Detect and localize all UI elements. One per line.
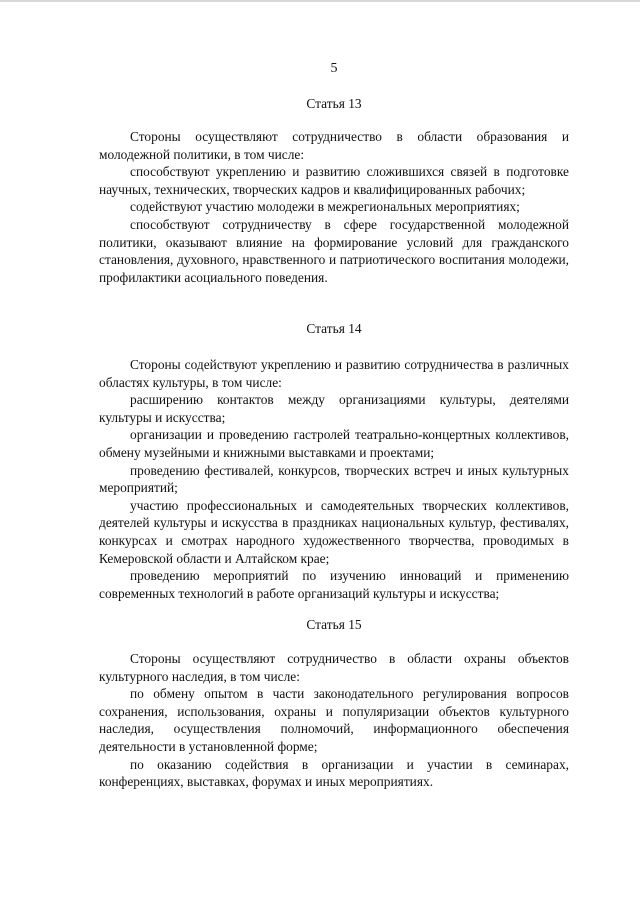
article-14-paragraph: участию профессиональных и самодеятельных творческих коллективов, деятелей культуры и искусства в праздниках национальных культур, фестивалях, конкурсах и смотрах народного художественного творчества, проводимых в Кемеровской области и Алтайском крае; xyxy=(99,497,569,566)
article-13-paragraph: содействуют участию молодежи в межрегиональных мероприятиях; xyxy=(130,199,520,215)
article-13-paragraph: Стороны осуществляют сотрудничество в области образования и молодежной политики, в том числе: xyxy=(99,129,569,162)
page-number: 5 xyxy=(330,61,338,76)
article-14-paragraph: расширению контактов между организациями культуры, деятелями культуры и искусства; xyxy=(99,392,569,425)
article-15-paragraph: Стороны осуществляют сотрудничество в области охраны объектов культурного наследия, в том числе: xyxy=(99,651,569,684)
article-13-body xyxy=(99,128,569,286)
article-14-paragraph: проведению мероприятий по изучению инноваций и применению современных технологий в работе организаций культуры и искусства; xyxy=(99,568,569,601)
article-14-paragraph: организации и проведению гастролей театрально-концертных коллективов, обмену музейными и книжными выставками и проектами; xyxy=(99,427,569,460)
article-13-heading: Статья 13 xyxy=(306,96,362,111)
article-14-body xyxy=(99,356,569,602)
article-15-paragraph: по оказанию содействия в организации и участии в семинарах, конференциях, выставках, форумах и иных мероприятиях. xyxy=(99,756,569,790)
article-15-heading: Статья 15 xyxy=(306,617,362,632)
article-14-heading: Статья 14 xyxy=(306,321,362,336)
page-top-edge xyxy=(0,0,640,2)
article-15-body xyxy=(99,650,569,791)
article-13-paragraph: способствуют сотрудничеству в сфере государственной молодежной политики, оказывают влияние на формирование условий для гражданского становления, духовного, нравственного и патриотического воспитания молодежи, профилактики асоциального поведения. xyxy=(99,216,569,285)
article-13-paragraph: способствуют укреплению и развитию сложившихся связей в подготовке научных, технических, творческих кадров и квалифицированных рабочих; xyxy=(99,164,569,197)
article-14-paragraph: проведению фестивалей, конкурсов, творческих встреч и иных культурных мероприятий; xyxy=(99,462,569,496)
article-14-paragraph: Стороны содействуют укреплению и развитию сотрудничества в различных областях культуры, в том числе: xyxy=(99,357,569,390)
article-15-paragraph: по обмену опытом в части законодательного регулирования вопросов сохранения, использования, охраны и популяризации объектов культурного наследия, осуществления полномочий, информационного обеспечения деятельности в установленной форме; xyxy=(99,686,569,754)
